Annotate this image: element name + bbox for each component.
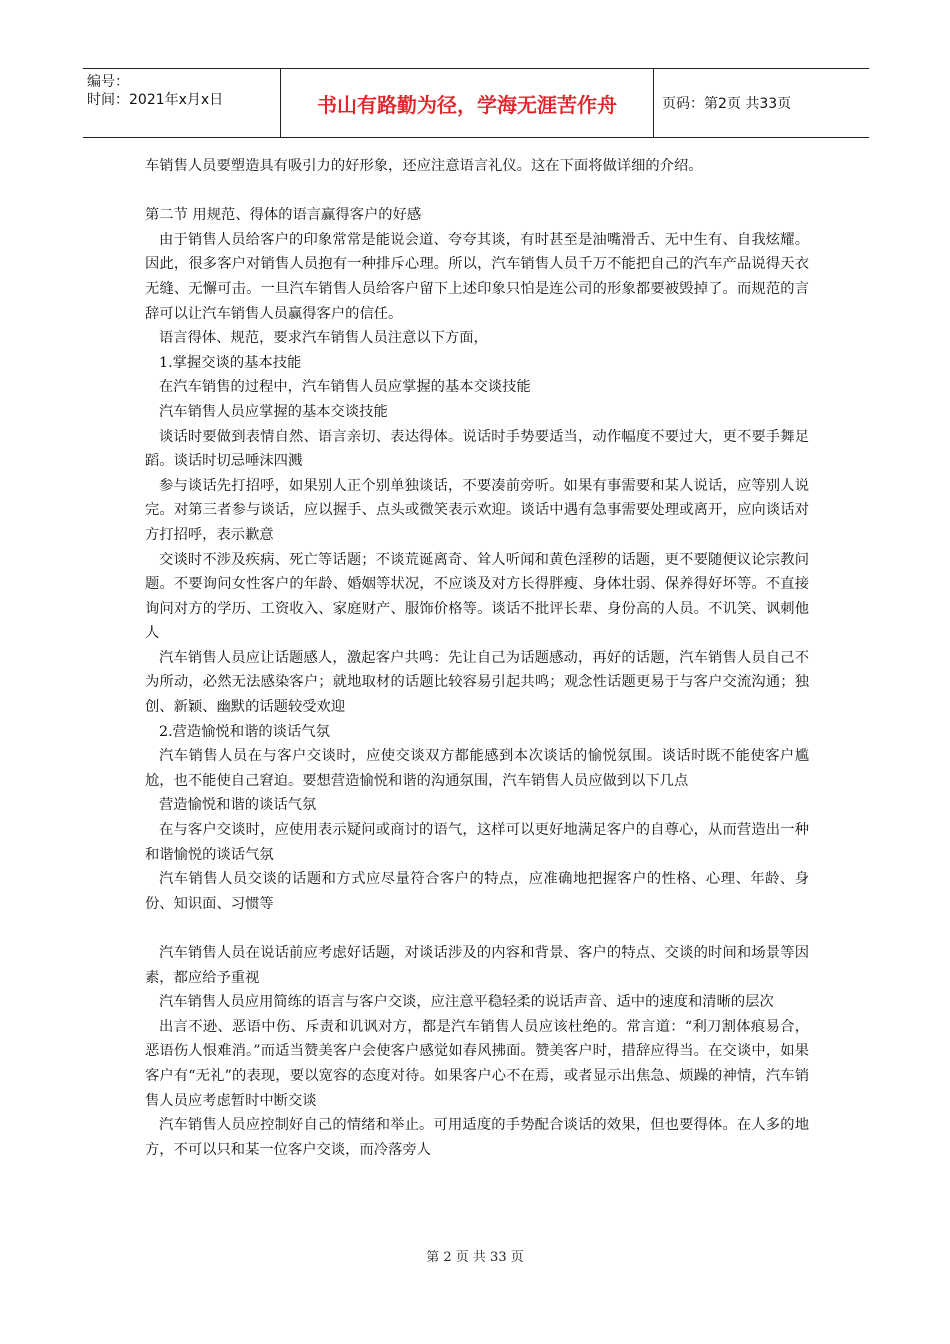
body-paragraph: 汽车销售人员交谈的话题和方式应尽量符合客户的特点，应准确地把握客户的性格、心理、年龄、身份、知识面、习惯等 — [145, 871, 809, 912]
paragraph-gap — [145, 916, 809, 941]
body-paragraph: 谈话时要做到表情自然、语言亲切、表达得体。说话时手势要适当，动作幅度不要过大，更不要手舞足蹈。谈话时切忌唾沫四溅 — [145, 428, 809, 470]
body-paragraph: 交谈时不涉及疾病、死亡等话题；不谈荒诞离奇、耸人听闻和黄色淫秽的话题，更不要随便议论宗教问题。不要询问女性客户的年龄、婚姻等状况，不应谈及对方长得胖瘦、身体壮弱、保养得好坏等。不直接询问对方的学历、工资收入、家庭财产、服饰价格等。谈话不批评长辈、身份高的人员。不讥笑、讽刺他人 — [145, 551, 809, 642]
body-paragraph: 车销售人员要塑造具有吸引力的好形象，还应注意语言礼仪。这在下面将做详细的介绍。 — [145, 158, 703, 174]
body-paragraph: 由于销售人员给客户的印象常常是能说会道、夸夸其谈，有时甚至是油嘴滑舌、无中生有、自我炫耀。因此，很多客户对销售人员抱有一种排斥心理。所以，汽车销售人员千万不能把自己的汽车产品说得天衣无缝、无懈可击。一旦汽车销售人员给客户留下上述印象只怕是连公司的形象都要被毁掉了。而规范的言辞可以让汽车销售人员赢得客户的信任。 — [145, 231, 809, 322]
document-number-label: 编号： — [87, 74, 129, 90]
header-meta — [83, 69, 281, 137]
document-body — [145, 154, 809, 1162]
body-paragraph: 在与客户交谈时，应使用表示疑问或商讨的语气，这样可以更好地满足客户的自尊心，从而营造出一种和谐愉悦的谈话气氛 — [145, 822, 809, 863]
body-paragraph: 在汽车销售的过程中，汽车销售人员应掌握的基本交谈技能 — [159, 379, 531, 396]
body-paragraph: 语言得体、规范，要求汽车销售人员注意以下方面， — [159, 330, 488, 347]
document-date: 时间：2021年x月x日 — [87, 92, 224, 108]
body-paragraph: 汽车销售人员应让话题感人，激起客户共鸣：先让自己为话题感动，再好的话题，汽车销售人员自己不为所动，必然无法感染客户；就地取材的话题比较容易引起共鸣；观念性话题更易于与客户交流沟通；独创、新颖、幽默的话题较受欢迎 — [145, 649, 809, 716]
body-paragraph: 汽车销售人员应掌握的基本交谈技能 — [159, 403, 388, 420]
header-motto: 书山有路勤为径，学海无涯苦作舟 — [281, 69, 654, 137]
body-paragraph: 营造愉悦和谐的谈话气氛 — [159, 797, 317, 814]
body-paragraph: 出言不逊、恶语中伤、斥责和讥讽对方，都是汽车销售人员应该杜绝的。常言道：“利刀割体痕易合，恶语伤人恨难消。”而适当赞美客户会使客户感觉如春风拂面。赞美客户时，措辞应得当。在交谈中，如果客户有“无礼”的表现，要以宽容的态度对待。如果客户心不在焉，或者显示出焦急、烦躁的神情，汽车销售人员应考虑暂时中断交谈 — [145, 1018, 809, 1109]
page-footer: 第 2 页 共 33 页 — [426, 1250, 524, 1265]
body-paragraph: 参与谈话先打招呼，如果别人正个别单独谈话，不要凑前旁听。如果有事需要和某人说话，应等别人说完。对第三者参与谈话，应以握手、点头或微笑表示欢迎。谈话中遇有急事需要处理或离开，应向谈话对方打招呼，表示歉意 — [145, 477, 809, 543]
body-paragraph: 第二节 用规范、得体的语言赢得客户的好感 — [145, 207, 422, 224]
body-paragraph: 1.掌握交谈的基本技能 — [159, 354, 302, 371]
body-paragraph: 汽车销售人员在说话前应考虑好话题，对谈话涉及的内容和背景、客户的特点、交谈的时间和场景等因素，都应给予重视 — [145, 945, 809, 986]
body-paragraph: 汽车销售人员应控制好自己的情绪和举止。可用适度的手势配合谈话的效果，但也要得体。在人多的地方，不可以只和某一位客户交谈，而冷落旁人 — [145, 1117, 809, 1158]
body-paragraph: 2.营造愉悦和谐的谈话气氛 — [159, 723, 330, 740]
body-paragraph: 汽车销售人员在与客户交谈时，应使交谈双方都能感到本次谈话的愉悦氛围。谈话时既不能使客户尴尬，也不能使自己窘迫。要想营造愉悦和谐的沟通氛围，汽车销售人员应做到以下几点 — [145, 748, 809, 789]
paragraph-gap — [145, 179, 809, 204]
page-header — [83, 68, 869, 138]
header-page-info: 页码：第2页 共33页 — [662, 96, 792, 112]
body-paragraph: 汽车销售人员应用简练的语言与客户交谈，应注意平稳轻柔的说话声音、适中的速度和清晰的层次 — [159, 994, 774, 1011]
